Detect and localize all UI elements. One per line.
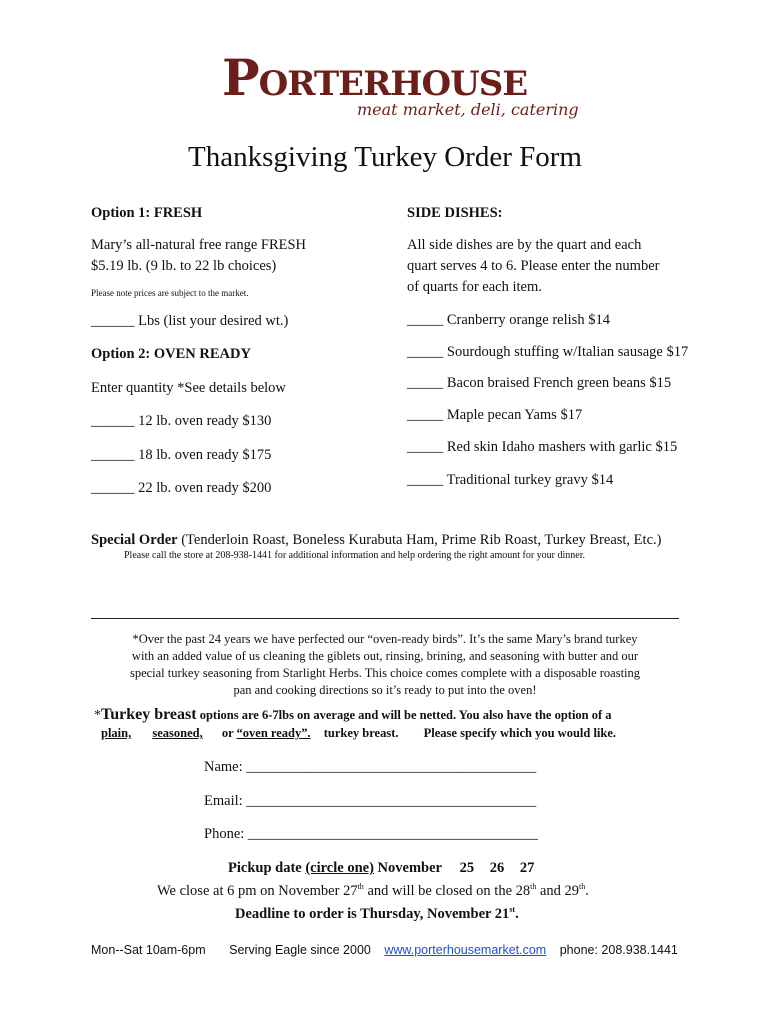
breast-title: Turkey breast: [101, 706, 197, 723]
email-field[interactable]: Email: ________________________________________: [204, 793, 537, 809]
close-text: .: [585, 882, 589, 899]
page-title: Thanksgiving Turkey Order Form: [188, 141, 582, 173]
footer-serving: Serving Eagle since 2000: [229, 943, 371, 957]
option2-header: Option 2: OVEN READY: [91, 346, 251, 362]
footer: [91, 943, 678, 957]
oven-ready-22lb[interactable]: ______ 22 lb. oven ready $200: [91, 480, 272, 496]
breast-desc: options are 6-7lbs on average and will be netted. You also have the option of a: [196, 708, 612, 722]
deadline-end: .: [515, 905, 519, 922]
details-line: special turkey seasoning from Starlight Herbs. This choice comes complete with a disposable roasting: [129, 666, 641, 680]
side-green-beans[interactable]: _____ Bacon braised French green beans $15: [407, 375, 672, 391]
fresh-line-2: $5.19 lb. (9 lb. to 22 lb choices): [91, 258, 277, 274]
quantity-line: Enter quantity *See details below: [91, 380, 286, 396]
oven-ready-12lb[interactable]: ______ 12 lb. oven ready $130: [91, 413, 272, 429]
special-order-label: Special Order: [91, 532, 178, 548]
side-stuffing[interactable]: _____ Sourdough stuffing w/Italian sausage $17: [407, 344, 689, 360]
pickup-date: [228, 860, 534, 877]
side-mashers[interactable]: _____ Red skin Idaho mashers with garlic $15: [407, 439, 678, 455]
logo-tagline: meat market, deli, catering: [357, 100, 579, 119]
breast-seasoned-option[interactable]: seasoned,: [152, 726, 203, 740]
special-order-note: Please call the store at 208-938-1441 for additional information and help ordering the right amount for your dinner.: [124, 550, 585, 561]
breast-plain-option[interactable]: plain,: [101, 726, 132, 740]
turkey-breast-line-2: [101, 726, 616, 741]
divider: [91, 618, 679, 619]
side-desc-2: quart serves 4 to 6. Please enter the number: [407, 258, 660, 274]
breast-tb: turkey breast.: [323, 726, 399, 740]
details-line: with an added value of us cleaning the giblets out, rinsing, brining, and seasoning with butter and our: [131, 649, 639, 663]
special-order: [91, 532, 661, 549]
deadline: [235, 905, 519, 923]
deadline-text: Deadline to order is Thursday, November 21: [235, 905, 510, 922]
close-text: and will be closed on the 28: [363, 882, 531, 899]
deadline-sup: st: [509, 905, 516, 914]
turkey-breast-line-1: [94, 706, 612, 724]
website-link[interactable]: www.porterhousemarket.com: [384, 943, 547, 957]
oven-ready-18lb[interactable]: ______ 18 lb. oven ready $175: [91, 447, 272, 463]
side-dishes-header: SIDE DISHES:: [407, 205, 503, 221]
breast-specify: Please specify which you would like.: [423, 726, 617, 740]
logo-initial: P: [222, 48, 259, 107]
close-sup: th: [579, 882, 586, 891]
side-desc-1: All side dishes are by the quart and each: [407, 237, 642, 253]
fresh-line-1: Mary’s all-natural free range FRESH: [91, 237, 307, 253]
close-sup: th: [530, 882, 537, 891]
side-yams[interactable]: _____ Maple pecan Yams $17: [407, 407, 583, 423]
pickup-circle-note: (circle one): [305, 860, 374, 876]
pickup-label: Pickup date: [228, 860, 302, 876]
phone-field[interactable]: Phone: ________________________________________: [204, 826, 538, 842]
details-line: *Over the past 24 years we have perfected our “oven-ready birds”. It’s the same Mary’s brand turkey: [132, 632, 638, 646]
pickup-month: November: [377, 860, 442, 876]
pickup-day-25[interactable]: 25: [459, 860, 475, 876]
footer-hours: Mon--Sat 10am-6pm: [91, 943, 206, 957]
closing-notice: [157, 882, 589, 900]
oven-ready-details: [85, 631, 685, 699]
breast-star: *: [94, 708, 101, 723]
price-note: Please note prices are subject to the market.: [91, 288, 249, 298]
pickup-day-26[interactable]: 26: [489, 860, 505, 876]
lbs-field[interactable]: ______ Lbs (list your desired wt.): [91, 313, 289, 329]
side-gravy[interactable]: _____ Traditional turkey gravy $14: [407, 472, 614, 488]
breast-or: or: [221, 726, 234, 740]
details-line: pan and cooking directions so it’s ready to put into the oven!: [233, 683, 537, 697]
footer-phone: phone: 208.938.1441: [559, 943, 678, 957]
close-text: We close at 6 pm on November 27: [157, 882, 358, 899]
breast-oven-ready-option[interactable]: “oven ready”.: [236, 726, 311, 740]
logo-wordmark: ORTERHOUSE: [258, 64, 528, 104]
option1-header: Option 1: FRESH: [91, 205, 203, 221]
special-order-items: (Tenderloin Roast, Boneless Kurabuta Ham, Prime Rib Roast, Turkey Breast, Etc.): [181, 532, 662, 548]
side-cranberry[interactable]: _____ Cranberry orange relish $14: [407, 312, 610, 328]
name-field[interactable]: Name: ________________________________________: [204, 759, 537, 775]
close-sup: th: [357, 882, 364, 891]
pickup-day-27[interactable]: 27: [519, 860, 535, 876]
side-desc-3: of quarts for each item.: [407, 279, 542, 295]
close-text: and 29: [536, 882, 580, 899]
